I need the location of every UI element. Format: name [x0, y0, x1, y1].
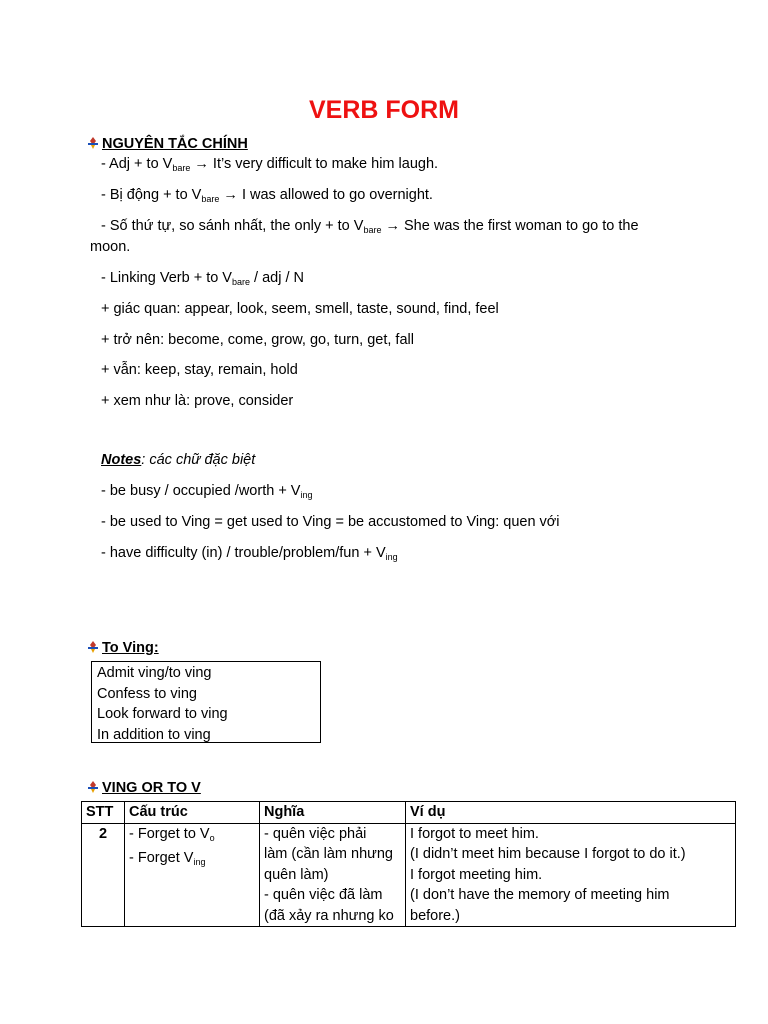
pin-bullet-icon [86, 640, 100, 654]
notes-line: - have difficulty (in) / trouble/problem/fun + $V_{ing}$ [101, 545, 398, 562]
example-line: (I don’t have the memory of meeting him [410, 887, 670, 903]
table-header: Nghĩa [260, 802, 406, 824]
table-header: Ví dụ [406, 802, 736, 824]
verb-table [81, 801, 736, 927]
arrow-icon: → [219, 187, 242, 203]
to-ving-box [91, 661, 321, 743]
box-line: In addition to ving [97, 726, 211, 743]
rule-line: - Bị động + to $V_{bare} \to I$ was allowed to go overnight. [101, 187, 433, 204]
example-line: before.) [410, 907, 460, 924]
table-cell-example [406, 823, 736, 926]
example-line: I forgot to meet him. [410, 825, 539, 842]
list-item: + giác quan: appear, look, seem, smell, taste, sound, find, feel [101, 301, 499, 317]
rule-line: - Adj + to $V_{bare}$ → It’s very difficult to make him laugh. [101, 156, 439, 173]
table-cell-structure [125, 823, 260, 926]
notes-heading [101, 450, 255, 470]
heading-text: To Ving: [102, 640, 159, 656]
notes-subtitle: : các chữ đặc biệt [141, 452, 256, 468]
meaning-line: - quên việc phải [264, 825, 367, 842]
page-title: VERB FORM [309, 96, 459, 124]
table-header-row [82, 802, 736, 824]
structure-line: - Forget to $V_o$ [129, 825, 215, 843]
example-line: (I didn’t meet him because I forgot to do it.) [410, 846, 686, 862]
structure-line: - Forget $V_{ing}$ [129, 850, 206, 867]
pin-bullet-icon [86, 136, 100, 150]
table-cell-meaning [260, 823, 406, 926]
meaning-line: làm (cần làm nhưng [264, 846, 393, 862]
table-cell-stt: 2 [82, 823, 125, 926]
heading-text: VING OR TO V [102, 780, 201, 796]
table-row [82, 823, 736, 926]
section-heading-main-rules [86, 134, 248, 154]
box-line: Look forward to ving [97, 706, 228, 722]
meaning-line: (đã xảy ra nhưng ko [264, 907, 394, 924]
table-header: STT [82, 802, 125, 824]
notes-line: - be used to Ving = get used to Ving = be accustomed to Ving: quen với [101, 514, 560, 530]
notes-label: Notes [101, 452, 142, 468]
list-item: + trở nên: become, come, grow, go, turn, get, fall [101, 332, 414, 348]
box-line: Admit ving/to ving [97, 665, 212, 681]
box-line: Confess to ving [97, 685, 197, 702]
list-item: + xem như là: prove, consider [101, 393, 294, 409]
meaning-line: - quên việc đã làm [264, 887, 383, 903]
section-heading-to-ving [86, 638, 159, 658]
meaning-line: quên làm) [264, 866, 329, 883]
section-heading-ving-or-to-v [86, 778, 201, 798]
arrow-icon: → [190, 156, 213, 172]
rule-line-continuation: moon. [90, 239, 131, 255]
pin-bullet-icon [86, 780, 100, 794]
rule-line: - Số thứ tự, so sánh nhất, the only + to $V_{bare}$ → She was the first woman to go to the [101, 218, 639, 235]
rule-line: - Linking Verb + to $V_{bare}$ / adj / N [101, 270, 304, 287]
example-line: I forgot meeting him. [410, 866, 543, 883]
notes-line: - be busy / occupied /worth + $V_{ing}$ [101, 483, 313, 500]
arrow-icon: → [381, 218, 405, 234]
heading-text: NGUYÊN TẮC CHÍNH [102, 136, 248, 152]
list-item: + vẫn: keep, stay, remain, hold [101, 362, 298, 378]
table-header: Cấu trúc [125, 802, 260, 824]
